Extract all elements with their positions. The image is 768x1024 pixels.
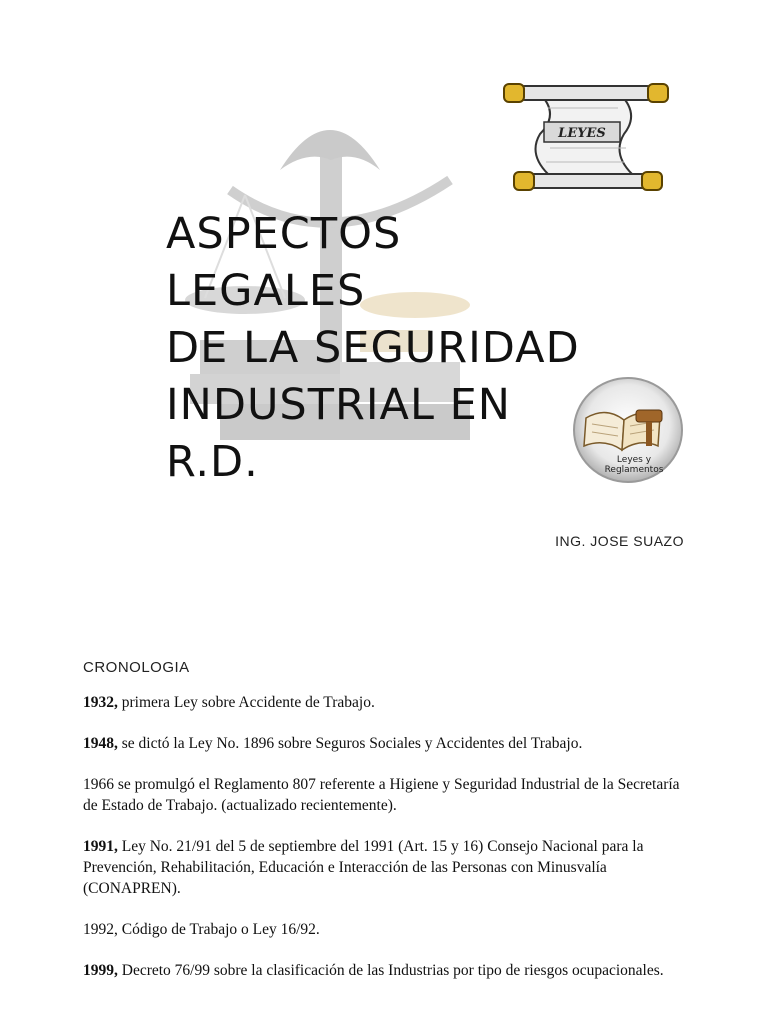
entry-year: 1948, — [83, 735, 118, 752]
chronology-list — [83, 692, 683, 1001]
chronology-entry — [83, 919, 683, 940]
caption-line-2: Reglamentos — [604, 465, 664, 475]
leyes-scroll-image — [500, 74, 672, 202]
document-title — [166, 206, 626, 491]
title-line: ASPECTOS — [166, 209, 402, 259]
entry-text: se dictó la Ley No. 1896 sobre Seguros Sociales y Accidentes del Trabajo. — [117, 735, 583, 752]
entry-year: 1932, — [83, 694, 118, 711]
chronology-entry — [83, 774, 683, 816]
entry-text: 1992, Código de Trabajo o Ley 16/92. — [83, 921, 320, 938]
entry-year: 1991, — [83, 838, 118, 855]
entry-text: Ley No. 21/91 del 5 de septiembre del 1991 (Art. 15 y 16) Consejo Nacional para la Prevención, Rehabilitación, Educación e Interacción de las Personas con Minusvalía (CONAPREN). — [83, 838, 644, 897]
chronology-entry — [83, 836, 683, 899]
entry-text: 1966 se promulgó el Reglamento 807 referente a Higiene y Seguridad Industrial de la Secretaría de Estado de Trabajo. (actualizado recientemente). — [83, 776, 680, 814]
chronology-entry — [83, 733, 683, 754]
entry-text: Decreto 76/99 sobre la clasificación de las Industrias por tipo de riesgos ocupacionales. — [117, 962, 664, 979]
chronology-entry — [83, 960, 683, 981]
entry-text: primera Ley sobre Accidente de Trabajo. — [117, 694, 375, 711]
caption-line-1: Leyes y — [616, 455, 652, 465]
author-name: ING. JOSE SUAZO — [555, 533, 684, 549]
title-line: LEGALES — [166, 266, 366, 316]
title-line: DE LA SEGURIDAD — [166, 323, 580, 373]
title-line: INDUSTRIAL EN — [166, 380, 511, 430]
title-line: R.D. — [166, 437, 259, 487]
section-heading-cronologia: CRONOLOGIA — [83, 659, 190, 676]
chronology-entry — [83, 692, 683, 713]
entry-year: 1999, — [83, 962, 118, 979]
scroll-label: LEYES — [558, 126, 606, 141]
